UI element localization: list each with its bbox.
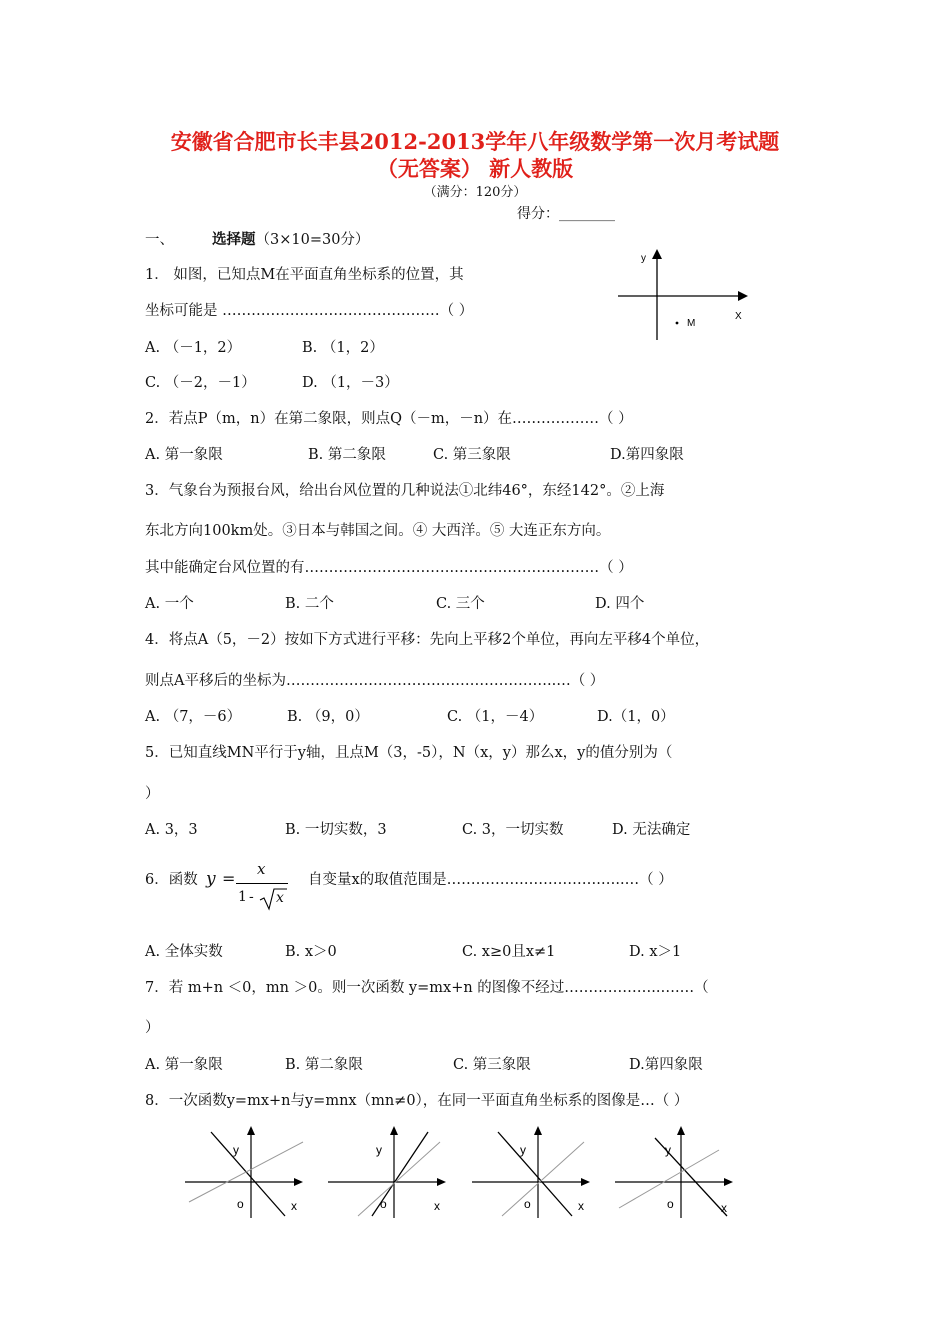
question-5-text: 5．已知直线MN平行于y轴，且点M（3，-5），N（x，y）那么x，y的值分别为（ [145,745,673,761]
question-4-text: 4．将点A（5，－2）按如下方式进行平移：先向上平移2个单位，再向左平移4个单位， [145,632,710,648]
option-a: A. （7，－6） [145,709,242,725]
formula-y: y [206,869,216,889]
option-c: C. x≥0且x≠1 [462,944,556,960]
graph-option-a [185,1124,305,1220]
question-1-prompt: 坐标可能是 ………………………………………（ ） [145,303,474,319]
formula-numerator: x [257,860,266,878]
graph-option-d [615,1124,740,1220]
question-6-prefix: 6．函数 [145,872,198,888]
option-a: A. 全体实数 [145,944,223,960]
question-1-text: 1． 如图，已知点M在平面直角坐标系的位置，其 [145,267,464,283]
option-b: B. x＞0 [285,944,337,960]
formula-equals: = [222,869,236,888]
option-d: D.第四象限 [610,447,684,463]
graph-option-c [472,1124,592,1220]
option-a: A. 3，3 [145,822,198,838]
graph-d-origin-label: o [667,1197,674,1211]
option-b: B. 一切实数，3 [285,822,387,838]
graph-d-x-label: x [721,1201,727,1215]
question-3-text: 3．气象台为预报台风，给出台风位置的几种说法①北纬46°，东经142°。②上海 [145,483,665,499]
graph-c-origin-label: o [524,1197,531,1211]
page-title: 安徽省合肥市长丰县2012-2013学年八年级数学第一次月考试题 [170,129,780,154]
option-b: B. 第二象限 [308,447,386,463]
page-subtitle: （无答案） 新人教版 [376,156,574,181]
option-d: D.（1，0） [597,709,675,725]
fraction-bar [236,883,288,884]
question-6-text: 自变量x的取值范围是…………….…………….…..…（ ） [308,872,673,888]
graph-option-b [328,1124,448,1220]
option-b: B. （1，2） [302,340,384,356]
score-field: 得分：________ [517,206,615,222]
option-a: A. （－1，2） [145,340,242,356]
option-d: D. x＞1 [629,944,682,960]
question-1-figure [610,244,760,344]
graph-d-y-label: y [665,1143,671,1157]
question-2-text: 2．若点P（m，n）在第二象限，则点Q（－m，－n）在………………（ ） [145,411,633,427]
section-name: 选择题 [212,231,256,248]
option-a: A. 第一象限 [145,1057,223,1073]
option-d: D. （1，－3） [302,375,399,391]
question-3-text-cont: 东北方向100km处。③日本与韩国之间。④ 大西洋。⑤ 大连正东方向。 [145,523,611,539]
graph-a-y-label: y [233,1143,239,1157]
option-c: C. （1，－4） [447,709,544,725]
section-heading [212,228,369,249]
question-3-prompt: 其中能确定台风位置的有………………………….…………………………（ ） [145,560,633,576]
function-formula [200,862,295,912]
option-c: C. 3，一切实数 [462,822,564,838]
formula-radicand: x [276,890,284,906]
graph-c-x-label: x [578,1199,584,1213]
option-c: C. 第三象限 [433,447,511,463]
graph-b-y-label: y [376,1143,382,1157]
graph-a-origin-label: o [237,1197,244,1211]
question-7-paren: ） [145,1020,160,1036]
section-number: 一、 [145,232,174,248]
option-d: D. 四个 [595,596,645,612]
option-a: A. 一个 [145,596,194,612]
option-b: B. （9，0） [287,709,369,725]
option-c: C. 第三象限 [453,1057,531,1073]
option-c: C. 三个 [436,596,485,612]
option-a: A. 第一象限 [145,447,223,463]
graph-b-origin-label: o [380,1197,387,1211]
section-points: （3×10=30分） [255,232,370,248]
option-d: D.第四象限 [629,1057,703,1073]
full-score: （满分：120分） [423,185,527,200]
option-d: D. 无法确定 [612,822,691,838]
graph-c-y-label: y [520,1143,526,1157]
point-m [676,322,679,325]
point-m-label: M [687,318,696,329]
graph-a-x-label: x [291,1199,297,1213]
question-4-prompt: 则点A平移后的坐标为………………………………………………..…（ ） [145,673,605,689]
y-axis-label: y [641,253,646,264]
x-axis-label: X [735,311,742,322]
question-5-paren: ） [145,786,160,802]
formula-minus: - [249,889,254,905]
option-b: B. 二个 [285,596,334,612]
option-c: C. （－2，－1） [145,375,256,391]
question-7-text: 7．若 m+n ＜0，mn ＞0。则一次函数 y=mx+n 的图像不经过………………..….…（ [145,980,709,996]
graph-b-x-label: x [434,1199,440,1213]
formula-denominator-one: 1 [238,889,247,905]
question-8-text: 8．一次函数y=mx+n与y=mnx（mn≠0），在同一平面直角坐标系的图像是…（ ） [145,1093,689,1109]
option-b: B. 第二象限 [285,1057,363,1073]
